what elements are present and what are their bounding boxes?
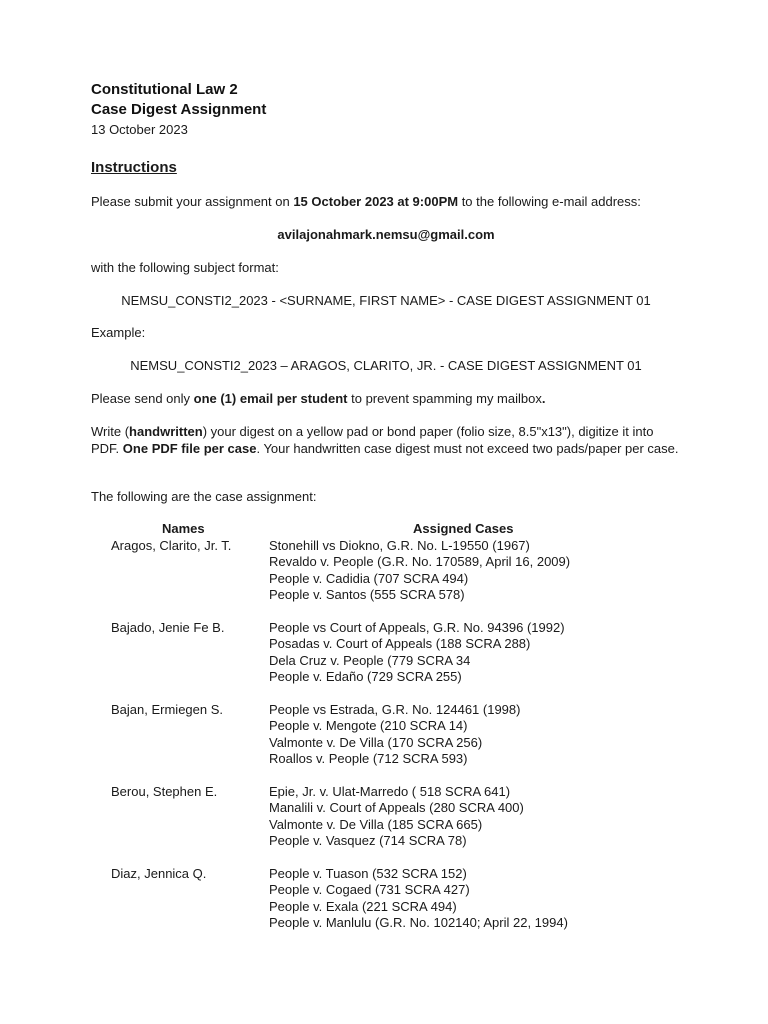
submission-paragraph bbox=[91, 194, 681, 211]
assigned-cases bbox=[269, 702, 520, 767]
case-item: Stonehill vs Diokno, G.R. No. L-19550 (1967) bbox=[269, 538, 530, 553]
write-text-post: . Your handwritten case digest must not exceed two pads/paper per case. bbox=[256, 440, 679, 456]
submit-text-pre: Please submit your assignment on bbox=[91, 194, 294, 209]
example-subject: NEMSU_CONSTI2_2023 – ARAGOS, CLARITO, JR. - CASE DIGEST ASSIGNMENT 01 bbox=[130, 358, 642, 373]
case-item: People v. Edaño (729 SCRA 255) bbox=[269, 668, 462, 684]
student-name: Diaz, Jennica Q. bbox=[111, 866, 207, 881]
case-item: Manalili v. Court of Appeals (280 SCRA 400) bbox=[269, 800, 524, 816]
email-address[interactable] bbox=[91, 227, 681, 244]
case-item: People v. Cadidia (707 SCRA 494) bbox=[269, 570, 469, 586]
case-item: People v. Tuason (532 SCRA 152) bbox=[269, 866, 467, 881]
write-text-pre: Write ( bbox=[91, 424, 130, 439]
email-address-text: avilajonahmark.nemsu@gmail.com bbox=[277, 227, 495, 242]
case-item: People v. Vasquez (714 SCRA 78) bbox=[269, 832, 467, 848]
send-limit: one (1) email per student bbox=[193, 391, 348, 406]
case-item: People v. Manlulu (G.R. No. 102140; April 22, 1994) bbox=[269, 914, 568, 930]
send-text-post: to prevent spamming my mailbox bbox=[347, 391, 542, 406]
student-name: Bajado, Jenie Fe B. bbox=[111, 620, 225, 635]
instructions-heading: Instructions bbox=[91, 159, 177, 176]
document-title: Case Digest Assignment bbox=[91, 101, 267, 118]
case-item: Valmonte v. De Villa (170 SCRA 256) bbox=[269, 734, 483, 750]
case-item: People v. Cogaed (731 SCRA 427) bbox=[269, 882, 470, 898]
subject-format: NEMSU_CONSTI2_2023 - <SURNAME, FIRST NAME> - CASE DIGEST ASSIGNMENT 01 bbox=[121, 293, 651, 308]
case-item: People v. Exala (221 SCRA 494) bbox=[269, 898, 457, 914]
case-item: Roallos v. People (712 SCRA 593) bbox=[269, 750, 468, 766]
student-name: Berou, Stephen E. bbox=[111, 784, 218, 799]
assigned-cases bbox=[269, 538, 570, 603]
write-paragraph bbox=[91, 424, 681, 457]
case-item: Dela Cruz v. People (779 SCRA 34 bbox=[269, 652, 471, 668]
submit-deadline: 15 October 2023 at 9:00PM bbox=[293, 194, 459, 209]
list-intro: The following are the case assignment: bbox=[91, 489, 317, 504]
case-item: Revaldo v. People (G.R. No. 170589, April 16, 2009) bbox=[269, 554, 571, 570]
assigned-cases bbox=[269, 866, 568, 931]
case-item: Epie, Jr. v. Ulat-Marredo ( 518 SCRA 641) bbox=[269, 784, 511, 799]
submit-text-post: to the following e-mail address: bbox=[458, 194, 641, 209]
column-header-assigned-cases: Assigned Cases bbox=[413, 521, 514, 536]
assigned-cases bbox=[269, 620, 565, 685]
write-text-mid: ) your digest on a yellow pad or bond paper (folio size, 8.5"x13"), digitize it into PDF. bbox=[91, 424, 654, 456]
column-header-names: Names bbox=[162, 521, 205, 536]
example-label: Example: bbox=[91, 325, 146, 340]
send-paragraph bbox=[91, 391, 681, 408]
send-text-pre: Please send only bbox=[91, 391, 194, 406]
subject-intro: with the following subject format: bbox=[91, 260, 279, 275]
write-one-pdf: One PDF file per case bbox=[122, 440, 257, 456]
case-item: Posadas v. Court of Appeals (188 SCRA 288) bbox=[269, 636, 531, 652]
case-item: People vs Estrada, G.R. No. 124461 (1998) bbox=[269, 702, 521, 717]
course-title: Constitutional Law 2 bbox=[91, 81, 238, 98]
case-item: Valmonte v. De Villa (185 SCRA 665) bbox=[269, 816, 483, 832]
student-name: Bajan, Ermiegen S. bbox=[111, 702, 224, 717]
case-item: People v. Santos (555 SCRA 578) bbox=[269, 586, 465, 602]
assigned-cases bbox=[269, 784, 524, 849]
write-handwritten: handwritten bbox=[129, 424, 203, 439]
case-item: People v. Mengote (210 SCRA 14) bbox=[269, 718, 468, 734]
case-item: People vs Court of Appeals, G.R. No. 94396 (1992) bbox=[269, 620, 565, 635]
send-text-end: . bbox=[541, 391, 546, 406]
document-date: 13 October 2023 bbox=[91, 122, 188, 137]
student-name: Aragos, Clarito, Jr. T. bbox=[111, 538, 232, 553]
